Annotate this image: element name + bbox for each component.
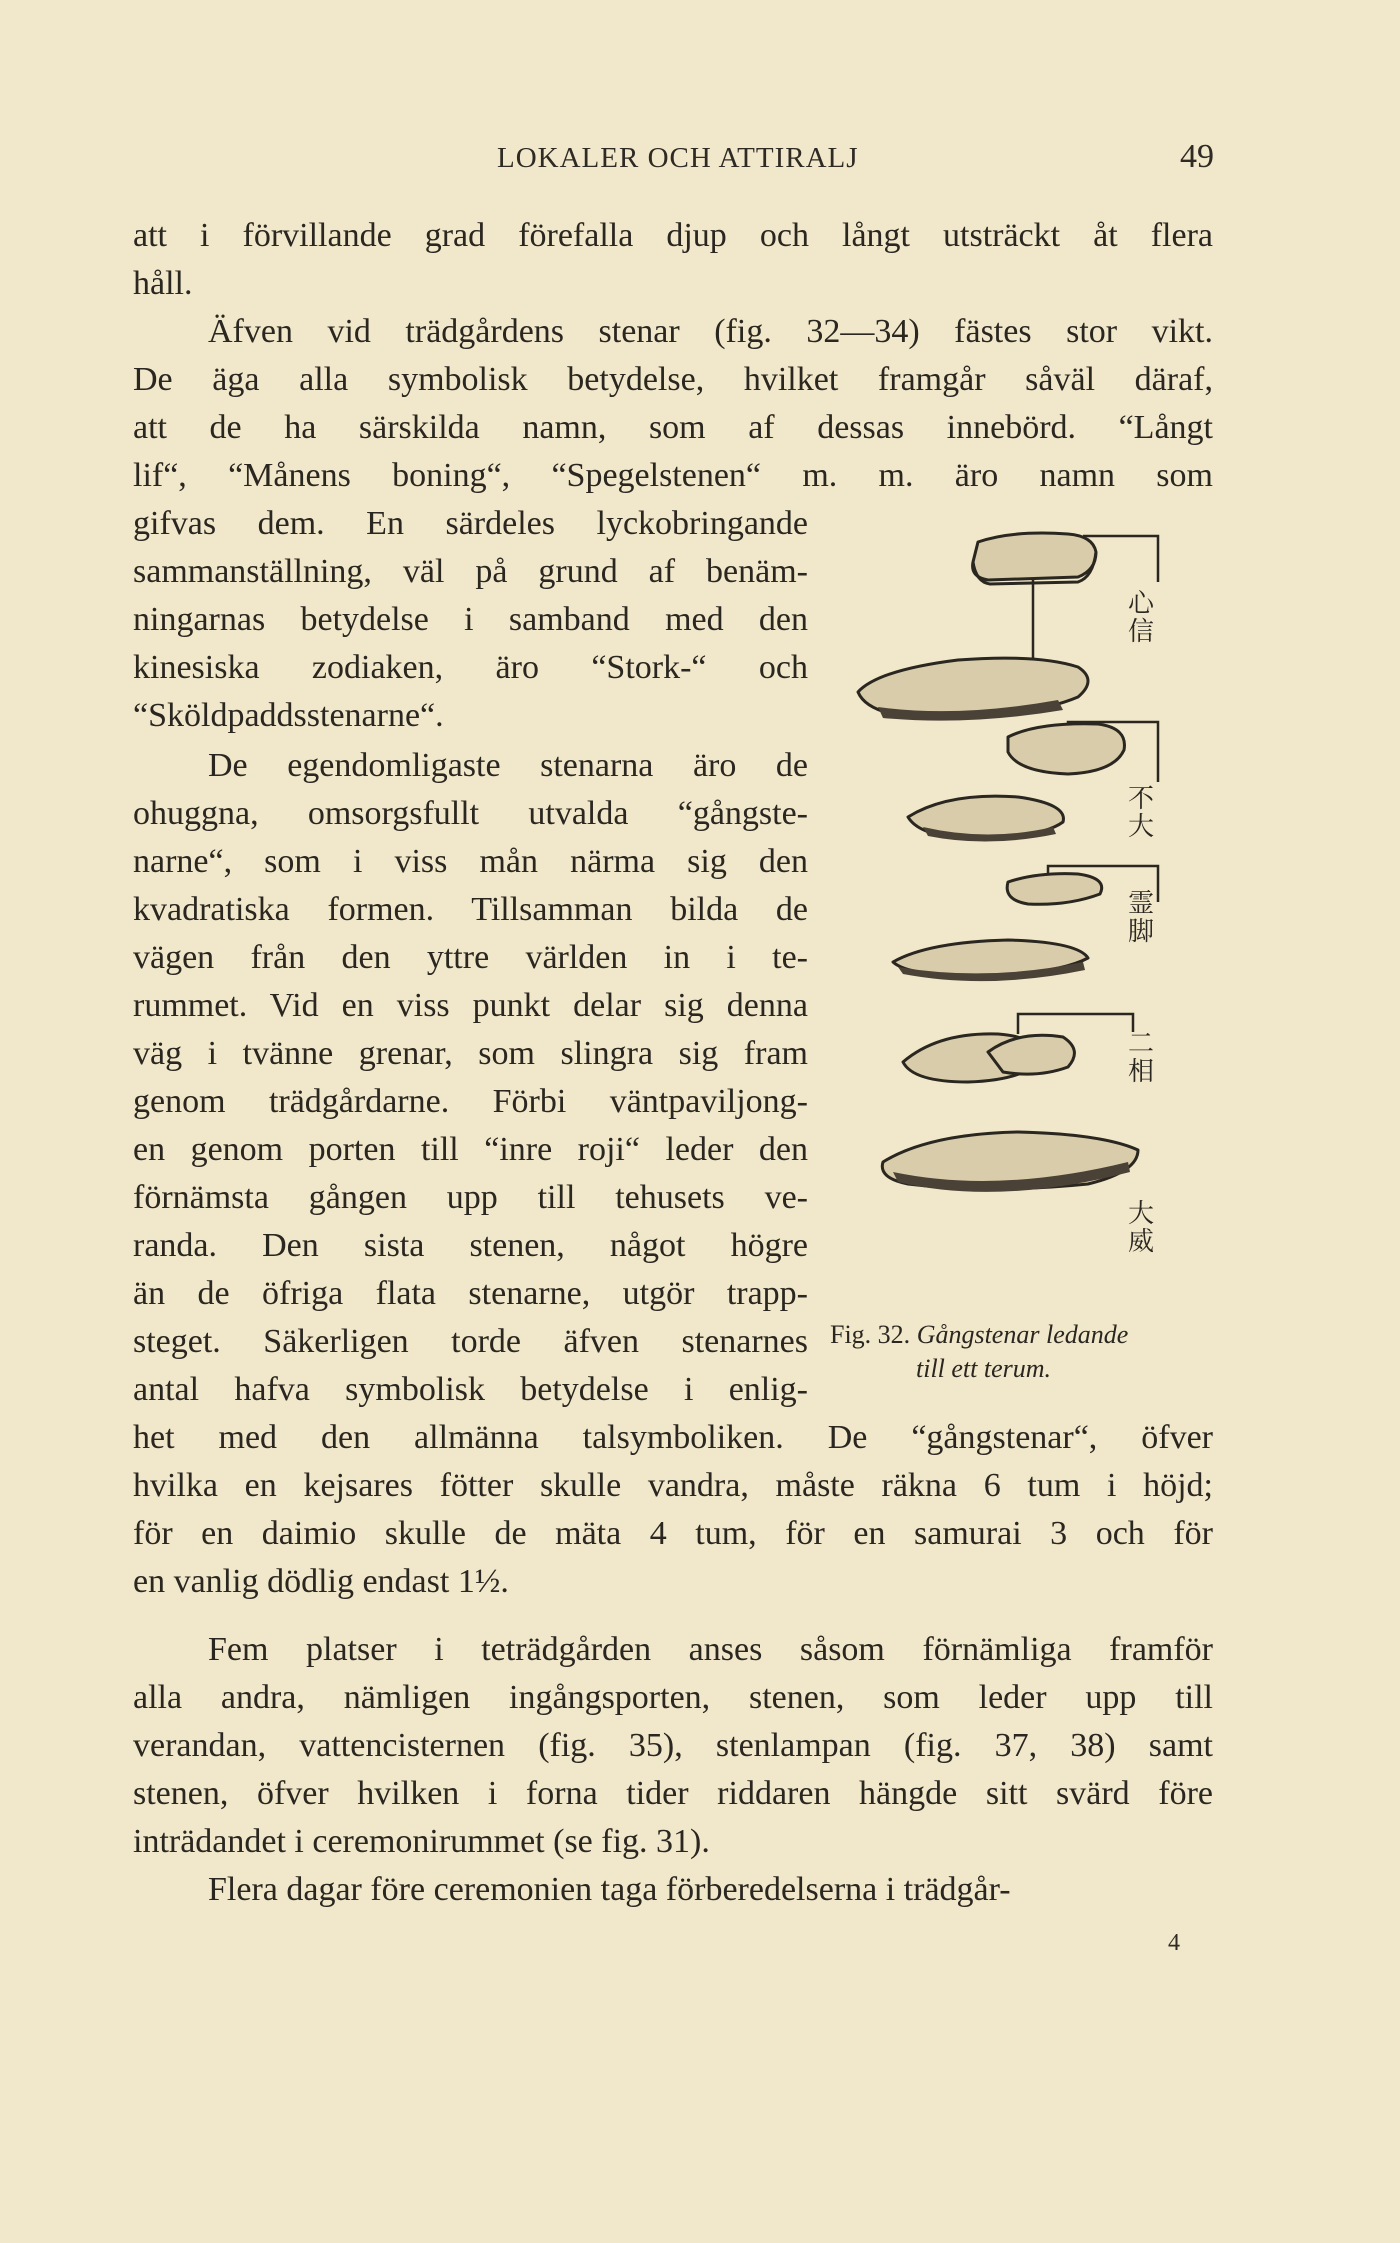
text-line: sammanställning, väl på grund af benäm- — [133, 553, 808, 590]
connector-4 — [1018, 1014, 1133, 1034]
glyph-label-2: 不大 — [1128, 784, 1155, 842]
text-line: kinesiska zodiaken, äro “Stork-“ och — [133, 649, 808, 686]
text-line: Äfven vid trädgårdens stenar (fig. 32—34) fästes stor vikt. — [208, 313, 1213, 350]
stone-3 — [1008, 724, 1124, 774]
text-line: ningarnas betydelse i samband med den — [133, 601, 808, 638]
stepping-stones-illustration — [838, 522, 1228, 1282]
text-line: antal hafva symbolisk betydelse i enlig- — [133, 1371, 808, 1408]
text-line: narne“, som i viss mån närma sig den — [133, 843, 808, 880]
glyph-label-3: 霊脚 — [1128, 889, 1155, 947]
text-line: kvadratiska formen. Tillsamman bilda de — [133, 891, 808, 928]
text-line: steget. Säkerligen torde äfven stenarnes — [133, 1323, 808, 1360]
text-line: Fem platser i teträdgården anses såsom förnämliga framför — [208, 1631, 1213, 1668]
text-line: hvilka en kejsares fötter skulle vandra, måste räkna 6 tum i höjd; — [133, 1467, 1213, 1504]
text-line: att de ha särskilda namn, som af dessas innebörd. “Långt — [133, 409, 1213, 446]
text-line: vägen från den yttre världen in i te- — [133, 939, 808, 976]
signature-mark: 4 — [1168, 1930, 1180, 1956]
text-line: stenen, öfver hvilken i forna tider riddaren hängde sitt svärd före — [133, 1775, 1213, 1812]
text-line: Flera dagar före ceremonien taga förberedelserna i trädgår- — [208, 1871, 1011, 1908]
text-line: väg i tvänne grenar, som slingra sig fram — [133, 1035, 808, 1072]
text-line: genom trädgårdarne. Förbi väntpaviljong- — [133, 1083, 808, 1120]
text-line: rummet. Vid en viss punkt delar sig denna — [133, 987, 808, 1024]
text-line: alla andra, nämligen ingångsporten, stenen, som leder upp till — [133, 1679, 1213, 1716]
figure-caption — [830, 1318, 1220, 1386]
stone-5 — [1007, 874, 1102, 905]
text-line: De äga alla symbolisk betydelse, hvilket framgår såväl däraf, — [133, 361, 1213, 398]
page-number: 49 — [1180, 138, 1214, 175]
figure-caption-line-1: Gångstenar ledande — [916, 1320, 1129, 1349]
text-line: en genom porten till “inre roji“ leder den — [133, 1131, 808, 1168]
text-line: att i förvillande grad förefalla djup och långt utsträckt åt flera — [133, 217, 1213, 254]
text-line: än de öfriga flata stenarne, utgör trapp- — [133, 1275, 808, 1312]
figure-caption-line-2: till ett terum. — [916, 1354, 1052, 1383]
text-line: lif“, “Månens boning“, “Spegelstenen“ m. m. äro namn som — [133, 457, 1213, 494]
text-line: för en daimio skulle de mäta 4 tum, för en samurai 3 och för — [133, 1515, 1213, 1552]
text-line: gifvas dem. En särdeles lyckobringande — [133, 505, 808, 542]
glyph-label-1: 心信 — [1128, 589, 1155, 647]
stone-1 — [973, 533, 1096, 580]
text-line: håll. — [133, 265, 193, 302]
text-line: förnämsta gången upp till tehusets ve- — [133, 1179, 808, 1216]
text-line: “Sköldpaddsstenarne“. — [133, 697, 444, 734]
text-line: verandan, vattencisternen (fig. 35), stenlampan (fig. 37, 38) samt — [133, 1727, 1213, 1764]
glyph-label-5: 大威 — [1128, 1199, 1155, 1257]
text-line: ohuggna, omsorgsfullt utvalda “gångste- — [133, 795, 808, 832]
text-line: het med den allmänna talsymboliken. De “gångstenar“, öfver — [133, 1419, 1213, 1456]
text-line: inträdandet i ceremonirummet (se fig. 31). — [133, 1823, 710, 1860]
text-line: randa. Den sista stenen, något högre — [133, 1227, 808, 1264]
glyph-label-4: 二相 — [1128, 1029, 1155, 1087]
text-line: en vanlig dödlig endast 1½. — [133, 1563, 509, 1600]
figure-label: Fig. 32. — [830, 1320, 911, 1349]
text-line: De egendomligaste stenarna äro de — [208, 747, 808, 784]
running-head: LOKALER OCH ATTIRALJ — [497, 142, 859, 174]
